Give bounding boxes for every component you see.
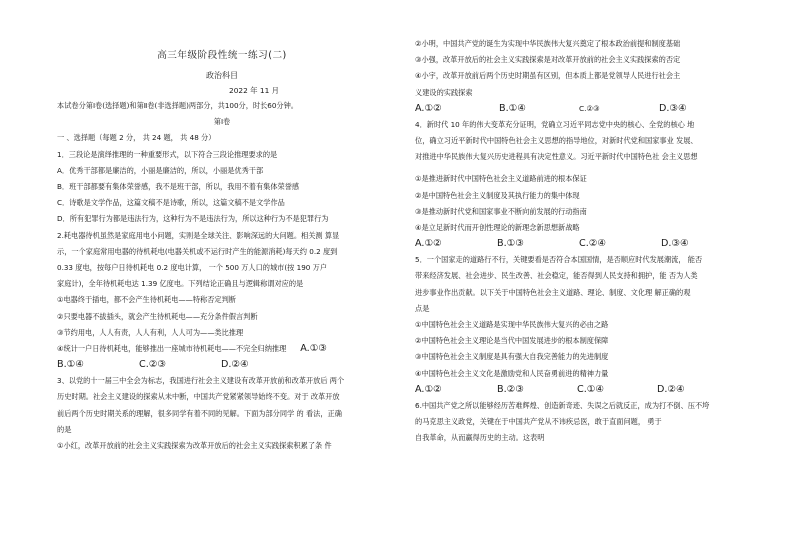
q5-item: ①中国特色社会主义道路是实现中华民族伟大复兴的必由之路 (415, 320, 609, 330)
q1-option-c: C．诗歌是文学作品，这篇文稿不是诗歌，所以，这篇文稿不是文学作品 (57, 198, 285, 208)
q3-line: 的是 (57, 424, 72, 434)
q3-line: 3、以党的十一届三中全会为标志，我国进行社会主义建设有改革开放前和改革开放后 两个 (57, 376, 345, 386)
q4-option-c: C.②④ (579, 238, 606, 250)
q6-line: 6.中国共产党之所以能够经历苦难辉煌、创造新奇迹、失误之后就反正，成为打不倒、压不垮 (415, 400, 710, 410)
q4-item: ①是推进新时代中国特色社会主义道路前进的根本保证 (415, 174, 587, 184)
q4-option-a: A.①② (415, 238, 442, 250)
q4-item: ④是立足新时代而开创性理论的新理念新思想新战略 (415, 223, 580, 233)
q2-line: 0.33 度电，按每户日待机耗电 0.2 度电计算， 一个 500 万人口的城市(按 190 万户 (57, 263, 328, 273)
q2-item: ④统计一户日待机耗电，能够推出一座城市待机耗电——不完全归纳推理 (57, 344, 287, 354)
q3-item: 义建设的实践探索 (415, 87, 473, 97)
q5-option-a: A.①② (415, 383, 442, 395)
q2-line: 示，一个家庭常用电器的待机耗电(电器关机或不运行时产生的能源消耗)每天约 0.2 度到 (57, 246, 338, 256)
exam-date: 2022 年 11 月 (229, 86, 280, 95)
q5-line: 进步事业作出贡献。以下关于中国特色社会主义道路、理论、制度、文化理 解正确的观 (415, 287, 691, 297)
exam-intro: 本试卷分第Ⅰ卷(选择题)和第Ⅱ卷(非选择题)两部分，共100分，时长60分钟。 (57, 101, 298, 110)
q5-item: ④中国特色社会主义文化是激励党和人民奋勇前进的精神力量 (415, 368, 609, 378)
q2-line: 2.耗电器待机虽然是家庭用电小问题，实则是全球关注、影响深远的大问题。相关测 算显 (57, 230, 340, 240)
q2-option-a: A.①③ (300, 343, 327, 355)
exam-title: 高三年级阶段性统一练习(二) (157, 50, 287, 61)
q3-line: ①小红，改革开放前的社会主义实践探索为改革开放后的社会主义实践探索积累了条 件 (57, 441, 332, 451)
q4-option-d: D.③④ (661, 238, 689, 250)
q2-line: 家庭计)，全年待机耗电达 1.39 亿度电。下列结论正确且与逻辑称谓对应的是 (57, 279, 304, 289)
q4-options (415, 236, 753, 252)
q3-option-a: A.①② (415, 102, 442, 114)
q2-item: ③节约用电，人人有责，人人有利，人人可为——类比推理 (57, 327, 244, 337)
q2-item-last (57, 341, 387, 357)
section-heading: 一 、选择题（每题 2 分， 共 24 题， 共 48 分） (57, 133, 216, 143)
q3-option-d: D.③④ (659, 102, 687, 114)
q3-item: ④小宇，改革开放前后两个历史时期虽有区别，但本质上都是党领导人民进行社会主 (415, 71, 681, 81)
q5-line: 点是 (415, 303, 430, 313)
q3-line: 前后两个历史时期关系的理解，很多同学有着不同的见解。下面为部分同学 的 看法，正确 (57, 408, 342, 418)
q2-option-c: C.②③ (139, 359, 166, 371)
left-column (57, 36, 387, 454)
q2-item: ②只要电器不拔插头，就会产生待机耗电——充分条件假言判断 (57, 311, 258, 321)
q3-item: ③小强，改革开放后的社会主义实践探索是对改革开放前的社会主义实践探索的否定 (415, 55, 681, 65)
q1-stem: 1．三段论是演绎推理的一种重要形式，以下符合三段论推理要求的是 (57, 149, 278, 159)
q4-option-b: B.①③ (497, 238, 524, 250)
q1-option-b: B．班干部都要有集体荣誉感，我不是班干部，所以，我用不着有集体荣誉感 (57, 182, 300, 192)
q5-option-c: C.①④ (577, 383, 604, 395)
q3-item: ②小明，中国共产党的诞生为实现中华民族伟大复兴奠定了根本政治前提和制度基础 (415, 39, 681, 48)
exam-subject: 政治科目 (206, 71, 238, 80)
q4-item: ②是中国特色社会主义制度及其执行能力的集中体现 (415, 190, 580, 200)
q1-option-a: A．优秀干部都是廉洁的，小丽是廉洁的，所以，小丽是优秀干部 (57, 165, 264, 175)
q5-line: 5．一个国家走的道路行不行，关键要看是否符合本国国情，是否顺应时代发展潮流， 能否 (415, 255, 703, 265)
q2-options (57, 357, 387, 373)
q4-item: ③是推动新时代党和国家事业不断向前发展的行动指南 (415, 206, 587, 216)
q6-line: 自我革命，从而赢得历史的主动。这表明 (415, 433, 545, 443)
q6-line: 的马克思主义政党，关键在于中国共产党从不讳疾忌医，敢于直面问题， 勇于 (415, 417, 662, 427)
q2-item: ①电器终于插电，都不会产生待机耗电——特称否定判断 (57, 295, 236, 305)
part-heading: 第Ⅰ卷 (213, 117, 231, 127)
q5-option-b: B.②③ (497, 383, 524, 395)
q2-option-b: B.①④ (57, 359, 84, 371)
q3-option-c: C.②③ (579, 103, 600, 113)
q3-options (415, 101, 753, 117)
q1-option-d: D．所有犯罪行为都是违法行为，这种行为不是违法行为，所以这种行为不是犯罪行为 (57, 214, 329, 224)
q4-line: 位，确立习近平新时代中国特色社会主义思想的指导地位，对新时代党和国家事业 发展、 (415, 136, 698, 146)
q4-line: 4．新时代 10 年的伟大变革充分证明，党确立习近平同志党中央的核心、全党的核心 地 (415, 119, 695, 129)
q3-line: 历史时期。社会主义建设的探索从未中断，中国共产党紧紧领导始终不变。对于 改革开放 (57, 392, 340, 402)
q5-options (415, 382, 753, 398)
q4-line: 对推进中华民族伟大复兴历史进程具有决定性意义。习近平新时代中国特色社 会主义思想 (415, 152, 698, 162)
q3-option-b: B.①④ (499, 102, 526, 114)
q5-line: 带来经济发展、社会进步、民生改善、社会稳定，能否得到人民支持和拥护，能 否为人类 (415, 271, 698, 281)
q5-item: ②中国特色社会主义理论是当代中国发展进步的根本制度保障 (415, 336, 609, 346)
right-column (415, 36, 753, 446)
q5-option-d: D.②④ (657, 383, 685, 395)
q2-option-d: D.②④ (221, 359, 249, 371)
q5-item: ③中国特色社会主义制度是具有强大自我完善能力的先进制度 (415, 352, 609, 362)
